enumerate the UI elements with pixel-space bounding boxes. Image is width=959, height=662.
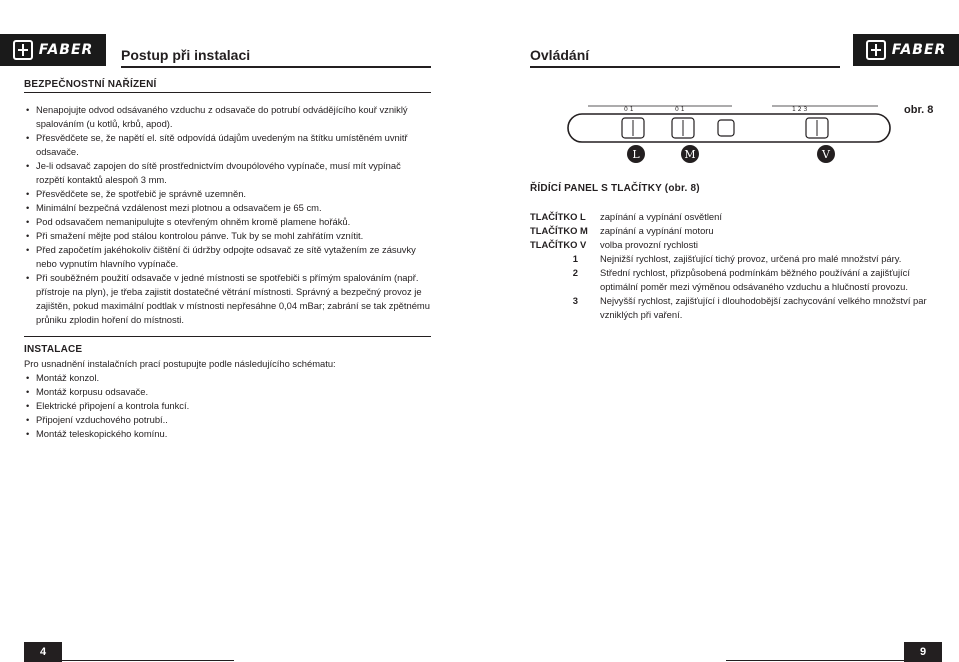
header-rule-left (121, 66, 431, 68)
control-desc: zapínání a vypínání osvětlení (600, 211, 722, 222)
page-title-right: Ovládání (530, 47, 590, 63)
control-key: TLAČÍTKO V (530, 239, 587, 250)
list-item: • Elektrické připojení a kontrola funkcí. (24, 399, 432, 413)
list-item: • Při souběžném použití odsavače v jedné místnosti se spotřebiči s přímým spalováním (např. přístroje na plyn), je třeba zajistit dostatečné větrání místnosti. Správný a bezpečný provoz je zajištěn, pokud maximální podtlak v místnosti nepřesáhne 0,04 mBar; zabrání se tak zpětnému průniku zplodin hoření do místnosti. (24, 271, 432, 327)
speed-row (530, 266, 940, 294)
control-desc: volba provozní rychlosti (600, 239, 698, 250)
list-item: • Přesvědčete se, že spotřebič je správně uzemněn. (24, 187, 432, 201)
speed-key: 2 (572, 267, 578, 278)
callout-m-text: M (684, 148, 696, 161)
panel-heading: ŘÍDÍCÍ PANEL S TLAČÍTKY (obr. 8) (530, 183, 700, 194)
install-heading: INSTALACE (24, 344, 83, 355)
list-item: • Před započetím jakéhokoliv čištění či údržby odpojte odsavač ze sítě vytažením ze zásuvky nebo vypnutím hlavního vypínače. (24, 243, 432, 271)
control-panel-figure (560, 100, 900, 170)
logo-text: FABER (38, 42, 94, 58)
speed-desc: Nejnižší rychlost, zajišťující tichý provoz, určená pro malé množství páry. (600, 253, 902, 264)
header-rule-right (530, 66, 840, 68)
faber-mark-icon (866, 40, 886, 60)
install-rule (24, 336, 431, 337)
scale-left-label: 0 1 (624, 106, 634, 113)
page-title-left: Postup při instalaci (121, 47, 251, 63)
list-item: • Je-li odsavač zapojen do sítě prostřednictvím dvoupólového vypínače, musí mít vypínač rozpětí kontaktů alespoň 3 mm. (24, 159, 432, 187)
callout-l-text: L (632, 148, 640, 161)
faber-mark-icon (13, 40, 33, 60)
safety-list (24, 103, 432, 327)
faber-logo-right (853, 34, 959, 66)
faber-logo-left (0, 34, 106, 66)
control-row (530, 224, 940, 238)
control-key: TLAČÍTKO L (530, 211, 586, 222)
footer-rule-right (726, 660, 904, 661)
control-row (530, 238, 940, 252)
figure-label: obr. 8 (904, 104, 934, 116)
list-item: • Při smažení mějte pod stálou kontrolou pánve. Tuk by se mohl zahřátím vznítit. (24, 229, 432, 243)
speed-desc: Nejvyšší rychlost, zajišťující i dlouhodobější zachycování velkého množství par vzniklých při vaření. (600, 295, 927, 320)
speed-key: 3 (572, 295, 578, 306)
safety-heading: BEZPEČNOSTNÍ NAŘÍZENÍ (24, 79, 157, 90)
list-item: • Minimální bezpečná vzdálenost mezi plotnou a odsavačem je 65 cm. (24, 201, 432, 215)
control-desc: zapínání a vypínání motoru (600, 225, 714, 236)
list-item: • Nenapojujte odvod odsávaného vzduchu z odsavače do potrubí odvádějícího kouř vzniklý spalováním (u kotlů, krbů, apod). (24, 103, 432, 131)
scale-mid-label: 0 1 (675, 106, 685, 113)
safety-rule (24, 92, 431, 93)
list-item: • Připojení vzduchového potrubí.. (24, 413, 432, 427)
speed-desc: Střední rychlost, přizpůsobená podmínkám běžného používání a zajišťující optimální poměr mezi výměnou odsávaného vzduchu a hlučností provozu. (600, 267, 910, 292)
list-item: • Přesvědčete se, že napětí el. sítě odpovídá údajům uvedeným na štítku umístěném uvnitř odsavače. (24, 131, 432, 159)
page-number-left: 4 (24, 642, 62, 662)
page-number-right: 9 (904, 642, 942, 662)
install-list (24, 371, 432, 441)
speed-row (530, 294, 940, 322)
footer-rule-left (62, 660, 234, 661)
scale-right-label: 1 2 3 (792, 106, 808, 113)
list-item: • Montáž korpusu odsavače. (24, 385, 432, 399)
speed-row (530, 252, 940, 266)
list-item: • Montáž teleskopického komínu. (24, 427, 432, 441)
control-row (530, 210, 940, 224)
control-key: TLAČÍTKO M (530, 225, 588, 236)
list-item: • Pod odsavačem nemanipulujte s otevřeným ohněm kromě plamene hořáků. (24, 215, 432, 229)
panel-indicator (718, 120, 734, 136)
logo-text: FABER (891, 42, 947, 58)
callout-v-text: V (822, 148, 830, 161)
speed-key: 1 (572, 253, 578, 264)
install-intro: Pro usnadnění instalačních prací postupujte podle následujícího schématu: (24, 358, 336, 369)
list-item: • Montáž konzol. (24, 371, 432, 385)
controls-list (530, 210, 940, 322)
